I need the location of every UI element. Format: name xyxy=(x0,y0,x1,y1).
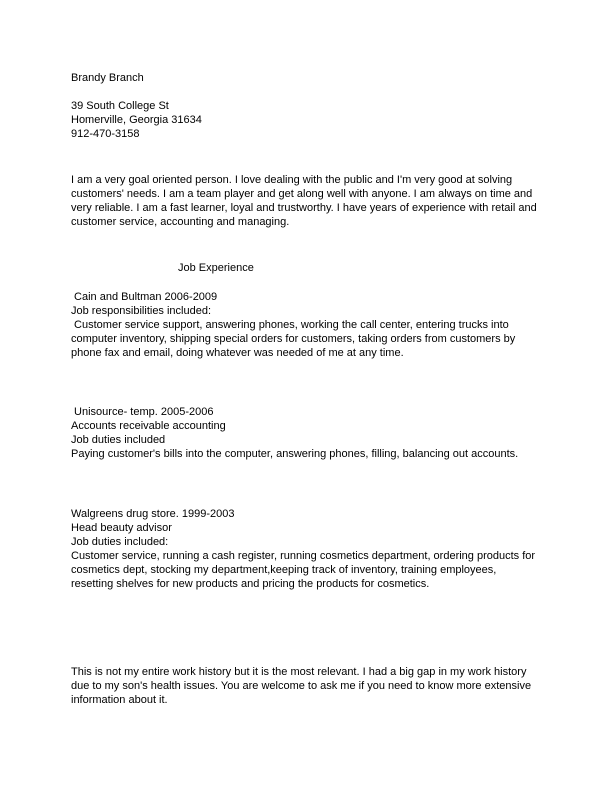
job-subtitle: Job responsibilities included: xyxy=(71,305,212,317)
job-title-line: Walgreens drug store. 1999-2003 xyxy=(71,508,235,520)
job-title-line: Unisource- temp. 2005-2006 xyxy=(71,406,214,418)
closing-line: information about it. xyxy=(71,694,168,706)
job-entry-cain-bultman xyxy=(71,290,515,360)
job-subtitle: Job duties included: xyxy=(71,536,169,548)
contact-address-line2: Homerville, Georgia 31634 xyxy=(71,114,202,126)
job-position: Head beauty advisor xyxy=(71,522,172,534)
summary-line: customers' needs. I am a team player and get along well with anyone. I am always on time and xyxy=(71,188,533,200)
job-subtitle: Job duties included xyxy=(71,434,166,446)
job-entry-walgreens xyxy=(71,507,535,591)
job-description-line: computer inventory, shipping special orders for customers, taking orders from customers by xyxy=(71,333,516,345)
contact-phone: 912-470-3158 xyxy=(71,128,140,140)
job-position: Accounts receivable accounting xyxy=(71,420,226,432)
job-description-line: cosmetics dept, stocking my department,keeping track of inventory, training employees, xyxy=(71,564,497,576)
summary-line: customer service, accounting and managing. xyxy=(71,216,290,228)
job-description-line: Paying customer's bills into the computer, answering phones, filling, balancing out accounts. xyxy=(71,448,519,460)
job-description-line: Customer service, running a cash register, running cosmetics department, ordering products for xyxy=(71,550,536,562)
contact-address-line1: 39 South College St xyxy=(71,100,169,112)
closing-line: This is not my entire work history but it is the most relevant. I had a big gap in my work history xyxy=(71,666,527,678)
job-description-line: Customer service support, answering phones, working the call center, entering trucks into xyxy=(71,319,509,331)
summary-line: very reliable. I am a fast learner, loyal and trustworthy. I have years of experience with retail and xyxy=(71,202,537,214)
job-description-line: resetting shelves for new products and pricing the products for cosmetics. xyxy=(71,578,430,590)
contact-name: Brandy Branch xyxy=(71,72,144,84)
job-entry-unisource xyxy=(71,405,518,461)
closing-line: due to my son's health issues. You are welcome to ask me if you need to know more extensive xyxy=(71,680,532,692)
job-experience-heading: Job Experience xyxy=(178,262,254,274)
spacer xyxy=(71,85,202,99)
job-title-line: Cain and Bultman 2006-2009 xyxy=(71,291,218,303)
job-description-line: phone fax and email, doing whatever was needed of me at any time. xyxy=(71,347,404,359)
summary-line: I am a very goal oriented person. I love dealing with the public and I'm very good at solving xyxy=(71,174,513,186)
closing-paragraph xyxy=(71,665,531,707)
summary-paragraph xyxy=(71,173,537,229)
contact-block xyxy=(71,71,202,141)
